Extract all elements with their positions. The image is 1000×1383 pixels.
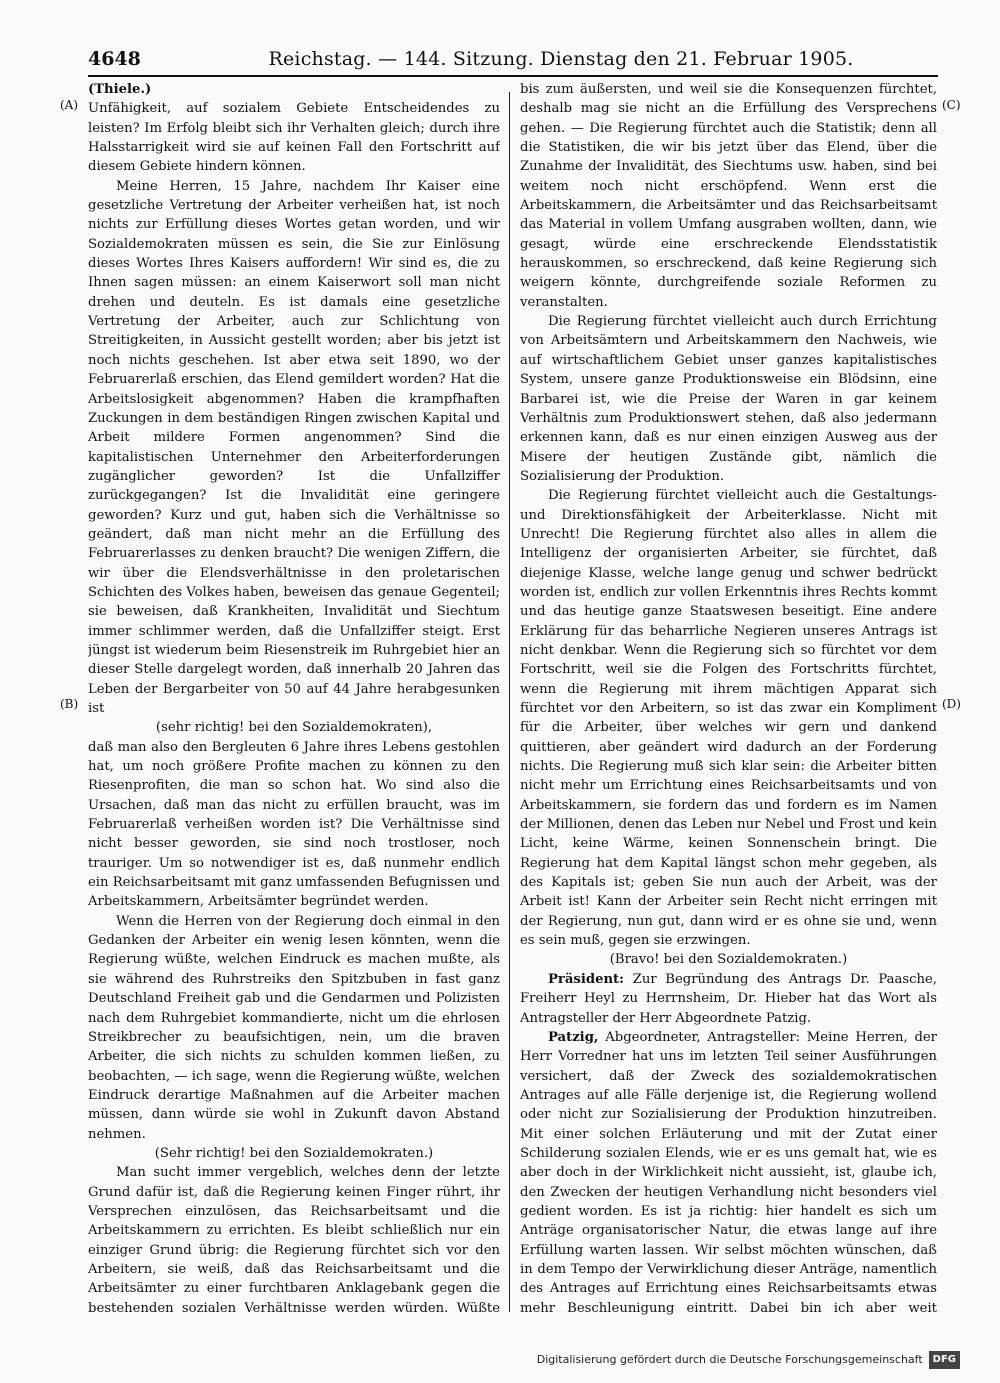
left-column [88, 80, 500, 1320]
running-title: Reichstag. — 144. Sitzung. Dienstag den 21. Februar 1905. [268, 48, 854, 70]
margin-marker-a: (A) [60, 98, 79, 112]
dfg-logo-icon: DFG [929, 1351, 960, 1369]
paragraph: Meine Herren, 15 Jahre, nachdem Ihr Kaiser eine gesetzliche Vertretung der Arbeiter verheißen hat, ist noch nichts zur Erfüllung dieses Wortes getan worden, und wir Sozialdemokraten müssen es sein, die Sie zur Einlösung dieses Wortes Ihres Kaisers auffordern! Wir sind es, die zu Ihnen sagen müssen: an einem Kaiserwort soll man nicht drehen und deuteln. Es ist damals eine gesetzliche Vertretung der Arbeiter, auch zur Schlichtung von Streitigkeiten, in Aussicht gestellt worden; aber bis jetzt ist noch nichts geschehen. Ist aber etwa seit 1890, wo der Februarerlaß erschien, das Elend gemildert worden? Hat die Arbeitslosigkeit abgenommen? Haben die krampfhaften Zuckungen in dem beständigen Ringen zwischen Kapital und Arbeit mildere Formen angenommen? Sind die kapitalistischen Unternehmer den Arbeiterforderungen zugänglicher geworden? Ist die Unfallziffer zurückgegangen? Ist die Invalidität eine geringere geworden? Kurz und gut, haben sich die Verhältnisse so geändert, daß man nicht mehr an die Erfüllung des Februarerlasses zu denken braucht? Die wenigen Ziffern, die wir über die Elendsverhältnisse in den proletarischen Schichten des Volkes haben, beweisen das genaue Gegenteil; sie beweisen, daß Krankheiten, Invalidität und Siechtum immer schlimmer werden, daß die Unfallziffer steigt. Erst jüngst ist wiederum beim Riesenstreik im Ruhrgebiet hier an dieser Stelle dargelegt worden, daß innerhalb 20 Jahren das Leben der Bergarbeiter von 50 auf 44 Jahre herabgesunken ist [88, 178, 500, 716]
paragraph: Wenn die Herren von der Regierung doch einmal in den Gedanken der Arbeiter ein wenig lesen könnten, wenn die Regierung wüßte, welchen Eindruck es machen mußte, als sie während des Ruhrstreiks den Spitzbuben in fast ganz Deutschland Freiheit gab und die Gendarmen und Polizisten nach dem Ruhrgebiet kommandierte, nicht um die ehrlosen Streikbrecher zu beaufsichtigen, nein, um die braven Arbeiter, die sich nichts zu schulden kommen ließen, zu beobachten, — ich sage, wenn die Regierung wüßte, welchen Eindruck derartige Maßnahmen auf die Arbeiter machen müssen, dann würde sie wohl in Zukunft davon Abstand nehmen. [88, 913, 500, 1142]
interjection: (Sehr richtig! bei den Sozialdemokraten.) [154, 1145, 434, 1161]
margin-marker-b: (B) [60, 697, 79, 711]
margin-marker-d: (D) [942, 697, 961, 711]
paragraph: bis zum äußersten, und weil sie die Konsequenzen fürchtet, deshalb mag sie nicht an die Erfüllung des Versprechens gehen. — Die Regierung fürchtet auch die Statistik; denn all die Statistiken, die wir bis jetzt über das Elend, über die Zunahme der Invalidität, des Siechtums usw. haben, sind bei weitem noch nicht erschöpfend. Wenn erst die Arbeitskammern, die Arbeitsämter und das Reichsarbeitsamt das Material in vollem Umfang ausgraben wollten, dann, wie gesagt, würde eine erschreckende Elendsstatistik herauskommen, so erschreckend, daß keine Regierung sich weigern könnte, durchgreifende soziale Reformen zu veranstalten. [520, 82, 937, 310]
paragraph: Unfähigkeit, auf sozialem Gebiete Entscheidendes zu leisten? Im Erfolg bleibt sich ihr Verhalten gleich; durch ihre Halsstarrigkeit wird sie auf keinen Fall den Fortschritt auf diesem Gebiete hindern können. [88, 101, 500, 175]
speaker-label: (Thiele.) [88, 82, 152, 97]
page-number: 4648 [88, 48, 141, 70]
paragraph: daß man also den Bergleuten 6 Jahre ihres Lebens gestohlen hat, um noch größere Profite machen zu können zu den Riesenprofiten, die man so schon hat. Wo sind also die Ursachen, daß man das nicht zu erfüllen braucht, was im Februarerlaß verheißen worden ist? Die Verhältnisse sind nicht besser geworden, sie sind noch trostloser, noch trauriger. Um so notwendiger ist es, daß nunmehr endlich ein Reichsarbeitsamt mit ganz umfassenden Befugnissen und Arbeitskammern, Arbeitsämter begründet werden. [88, 739, 500, 910]
interjection: (sehr richtig! bei den Sozialdemokraten), [155, 720, 433, 736]
paragraph-president: Präsident: Zur Begründung des Antrags Dr. Paasche, Freiherr Heyl zu Herrnsheim, Dr. Hieber hat das Wort als Antragsteller der Herr Abgeordnete Patzig. [520, 971, 937, 1026]
paragraph: Die Regierung fürchtet vielleicht auch die Gestaltungs- und Direktionsfähigkeit der Arbeiterklasse. Nicht mit Unrecht! Die Regierung fürchtet also alles in allem die Intelligenz der organisierten Arbeiter, sie fürchtet, daß diejenige Klasse, welche lange genug und schwer bedrückt worden ist, endlich zur vollen Erkenntnis ihres Rechts kommt und das heutige ganze Staatswesen beseitigt. Eine andere Erklärung für das beharrliche Negieren unseres Antrags ist nicht denkbar. Wenn die Regierung sich so fürchtet vor dem Fortschritt, weil sie die Folgen des Fortschritts fürchtet, wenn die Regierung mit ihrem mächtigen Apparat sich fürchtet vor den Arbeitern, so ist das zwar ein Kompliment für die Arbeiter, über welches wir gern und dankend quittieren, aber geändert wird dadurch an der Forderung nichts. Die Regierung muß sich klar sein: die Arbeiter bitten nicht mehr um Errichtung eines Reichsarbeitsamts und von Arbeitskammern, sie fordern das und fordern es im Namen der Millionen, denen das Leben nur Nebel und Frost und kein Licht, keine Wärme, keinen Sonnenschein bringt. Die Regierung hat dem Kapital längst schon mehr gegeben, als des Kapitals ist; geben Sie nun auch der Arbeit, was der Arbeit ist! Kann der Arbeiter sein Recht nicht erringen mit der Regierung, nun gut, dann wird er es ohne sie und, wenn es sein muß, gegen sie erzwingen. [520, 488, 937, 949]
page-header [88, 44, 938, 74]
margin-marker-c: (C) [942, 98, 961, 112]
paragraph: Man sucht immer vergeblich, welches denn der letzte Grund dafür ist, daß die Regierung keinen Finger rührt, ihr Versprechen einzulösen, das Reichsarbeitsamt und die Arbeitskammern zu errichten. Es bleibt schließlich nur ein einziger Grund übrig: die Regierung fürchtet sich vor den Arbeitern, sie weiß, daß das Reichsarbeitsamt und die Arbeitsämter zu einer furchtbaren Anklagebank gegen die bestehenden sozialen Verhältnisse werden würden. Wüßte [88, 1165, 500, 1316]
speaker-patzig: Patzig, [548, 1029, 599, 1045]
paragraph-patzig: Patzig, Abgeordneter, Antragsteller: Meine Herren, der Herr Vorredner hat uns im letzten Teil seiner Ausführungen versichert, daß der Zweck des sozialdemokratischen Antrages auf alle Fälle derjenige ist, die Regierung wollend oder nicht zur Sozialisierung der Produktion hinzutreiben. Mit einer solchen Erläuterung und mit der Zutat einer Schilderung sozialen Elends, wie er es uns gemalt hat, wie es aber doch in der Wirklichkeit nicht aussieht, ist, glaube ich, den Zwecken der heutigen Verhandlung nicht besonders viel gedient worden. Es ist ja richtig: hier handelt es sich um Anträge organisatorischer Natur, die etwas lange auf ihre Erfüllung warten lassen. Wir selbst möchten wünschen, daß in dem Tempo der Verwirklichung dieser Anträge, namentlich des Antrages auf Errichtung eines Reichsarbeitsamts etwas mehr Beschleunigung eintritt. Dabei bin ich aber weit [520, 1029, 937, 1316]
footer [537, 1349, 960, 1371]
interjection: (Bravo! bei den Sozialdemokraten.) [609, 952, 848, 968]
speaker-president: Präsident: [548, 971, 625, 987]
right-column [520, 80, 937, 1320]
header-rule [88, 75, 938, 77]
column-divider [509, 92, 510, 1312]
paragraph: Die Regierung fürchtet vielleicht auch durch Errichtung von Arbeitsämtern und Arbeitskammern den Nachweis, wie auf wirtschaftlichem Gebiet unser ganzes kapitalistisches System, unsere ganze Produktionsweise ein Blödsinn, eine Barbarei ist, wie die Preise der Waren in gar keinem Verhältnis zum Produktionswert stehen, daß also jedermann erkennen kann, daß es nur einen einzigen Ausweg aus der Misere der heutigen Zustände gibt, nämlich die Sozialisierung der Produktion. [520, 314, 937, 484]
footer-credit: Digitalisierung gefördert durch die Deutsche Forschungsgemeinschaft [536, 1353, 923, 1366]
